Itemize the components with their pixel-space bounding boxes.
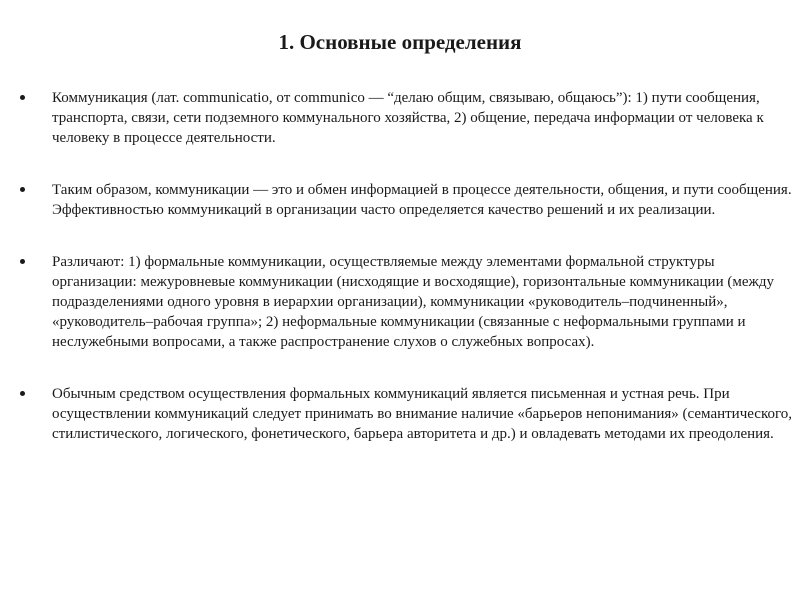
bullet-text-2: Таким образом, коммуникации — это и обмен информацией в процессе деятельности, общения, и пути сообщения. Эффективностью коммуникаций в организации часто определяется качество решений и их реализации.: [52, 182, 792, 218]
bullet-text-1: Коммуникация (лат. communicatio, от communico — “делаю общим, связываю, общаюсь”): 1) пути сообщения, транспорта, связи, сети подземного коммунального хозяйства, 2) общение, передача информации от человека к человеку в процессе деятельности.: [52, 90, 764, 146]
bullet-item-2: [20, 180, 792, 220]
bullet-item-3: [20, 252, 792, 352]
bullet-dot-icon: [20, 95, 25, 100]
bullet-text-4: Обычным средством осуществления формальных коммуникаций является письменная и устная речь. При осуществлении коммуникаций следует принимать во внимание наличие «барьеров непонимания» (семантического, стилистического, логического, фонетического, барьера авторитета и др.) и овладевать методами их преодоления.: [52, 386, 792, 442]
slide-title: 1. Основные определения: [278, 30, 522, 54]
bullet-text-3: Различают: 1) формальные коммуникации, осуществляемые между элементами формальной структуры организации: межуровневые коммуникации (нисходящие и восходящие), горизонтальные коммуникации (между подразделениями одного уровня в иерархии организации), коммуникации «руководитель–подчиненный», «руководитель–рабочая группа»; 2) неформальные коммуникации (связанные с неформальными группами и неслужебными вопросами, а также распространение слухов о служебных вопросах).: [52, 254, 775, 350]
bullet-dot-icon: [20, 187, 25, 192]
bullet-list: [20, 88, 792, 476]
bullet-dot-icon: [20, 259, 25, 264]
bullet-item-4: [20, 384, 792, 444]
bullet-item-1: [20, 88, 792, 148]
bullet-dot-icon: [20, 391, 25, 396]
